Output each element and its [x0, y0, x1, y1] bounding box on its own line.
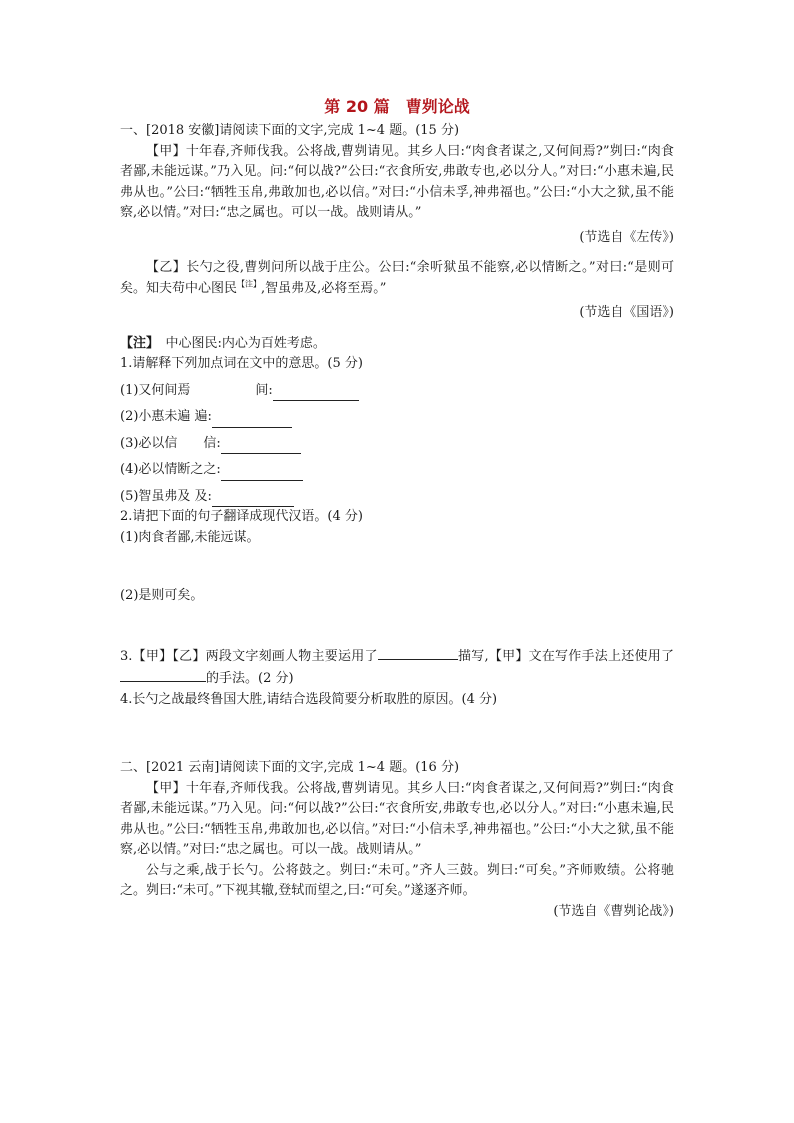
section2-header: 二、[2021 云南]请阅读下面的文字,完成 1~4 题。(16 分) — [120, 760, 460, 775]
annotation-text: 中心图民:内心为百姓考虑。 — [152, 335, 326, 351]
answer-blank[interactable] — [221, 439, 301, 454]
section1-jia-source: (节选自《左传》) — [579, 229, 674, 245]
section2-passage-2: 公与之乘,战于长勺。公将鼓之。刿曰:“未可。”齐人三鼓。刿曰:“可矣。”齐师败绩。公将驰之。刿曰:“未可。”下视其辙,登轼而望之,曰:“可矣。”遂逐齐师。 — [120, 862, 674, 898]
q3-text-2: 描写,【甲】文在写作手法上还使用了 — [457, 648, 674, 664]
answer-blank[interactable] — [120, 667, 206, 682]
answer-blank[interactable] — [212, 413, 292, 428]
q1-item-2-text: (2)小惠未遍 遍: — [120, 409, 212, 424]
question-2: 2.请把下面的句子翻译成现代汉语。(4 分) — [120, 509, 363, 524]
q1-item-4 — [120, 454, 674, 481]
question-1: 1.请解释下列加点词在文中的意思。(5 分) — [120, 356, 363, 371]
section2-jia-passage: 【甲】十年春,齐师伐我。公将战,曹刿请见。其乡人曰:“肉食者谋之,又何间焉?”刿曰:“肉食者鄙,未能远谋。”乃入见。问:“何以战?”公曰:“衣食所安,弗敢专也,必以分人。”对曰:“小惠未遍,民弗从也。”公曰:“牺牲玉帛,弗敢加也,必以信。”对曰:“小信未孚,神弗福也。”公曰:“小大之狱,虽不能察,必以情。”对曰:“忠之属也。可以一战。战则请从。” — [120, 780, 674, 857]
section1-jia-passage: 【甲】十年春,齐师伐我。公将战,曹刿请见。其乡人曰:“肉食者谋之,又何间焉?”刿曰:“肉食者鄙,未能远谋。”乃入见。问:“何以战?”公曰:“衣食所安,弗敢专也,必以分人。”对曰:“小惠未遍,民弗从也。”公曰:“牺牲玉帛,弗敢加也,必以信。”对曰:“小信未孚,神弗福也。”公曰:“小大之狱,虽不能察,必以情。”对曰:“忠之属也。可以一战。战则请从。” — [120, 143, 674, 220]
section1-yi-source: (节选自《国语》) — [579, 305, 674, 320]
q3-text-3: 的手法。(2 分) — [206, 671, 294, 686]
q1-item-1 — [120, 375, 674, 402]
q1-item-1-text: (1)又何间焉 间: — [120, 382, 273, 398]
q1-item-5-text: (5)智虽弗及 及: — [120, 488, 212, 504]
section1-header: 一、[2018 安徽]请阅读下面的文字,完成 1~4 题。(15 分) — [120, 123, 460, 138]
question-3 — [120, 645, 674, 690]
answer-blank[interactable] — [221, 466, 303, 481]
answer-blank[interactable] — [378, 645, 458, 660]
yi-text-part-b: ,智虽弗及,必将至焉。” — [261, 280, 387, 296]
q1-item-2 — [120, 401, 674, 428]
q1-item-5 — [120, 481, 674, 508]
q1-item-4-text: (4)必以情断之之: — [120, 462, 221, 477]
q2-item-1: (1)肉食者鄙,未能远谋。 — [120, 529, 260, 545]
section2-source: (节选自《曹刿论战》) — [553, 903, 674, 919]
q2-item-2: (2)是则可矣。 — [120, 588, 204, 603]
page-title: 第 20 篇 曹刿论战 — [324, 97, 470, 116]
answer-blank[interactable] — [273, 386, 359, 401]
yi-text-part-a: 【乙】长勺之役,曹刿问所以战于庄公。公曰:“余听狱虽不能察,必以情断之。”对曰:“是则可矣。知夫苟中心图民 — [120, 260, 674, 296]
footnote-marker: 【注】 — [237, 279, 262, 289]
annotation — [120, 334, 674, 355]
question-4: 4.长勺之战最终鲁国大胜,请结合选段简要分析取胜的原因。(4 分) — [120, 691, 498, 707]
q1-item-3-text: (3)必以信 信: — [120, 435, 221, 451]
q1-item-3 — [120, 428, 674, 455]
q3-text-1: 3.【甲】【乙】两段文字刻画人物主要运用了 — [120, 648, 378, 664]
answer-blank[interactable] — [212, 492, 294, 507]
section1-yi-passage — [120, 258, 674, 299]
annotation-label: 【注】 — [120, 335, 153, 351]
document-page — [120, 96, 674, 922]
